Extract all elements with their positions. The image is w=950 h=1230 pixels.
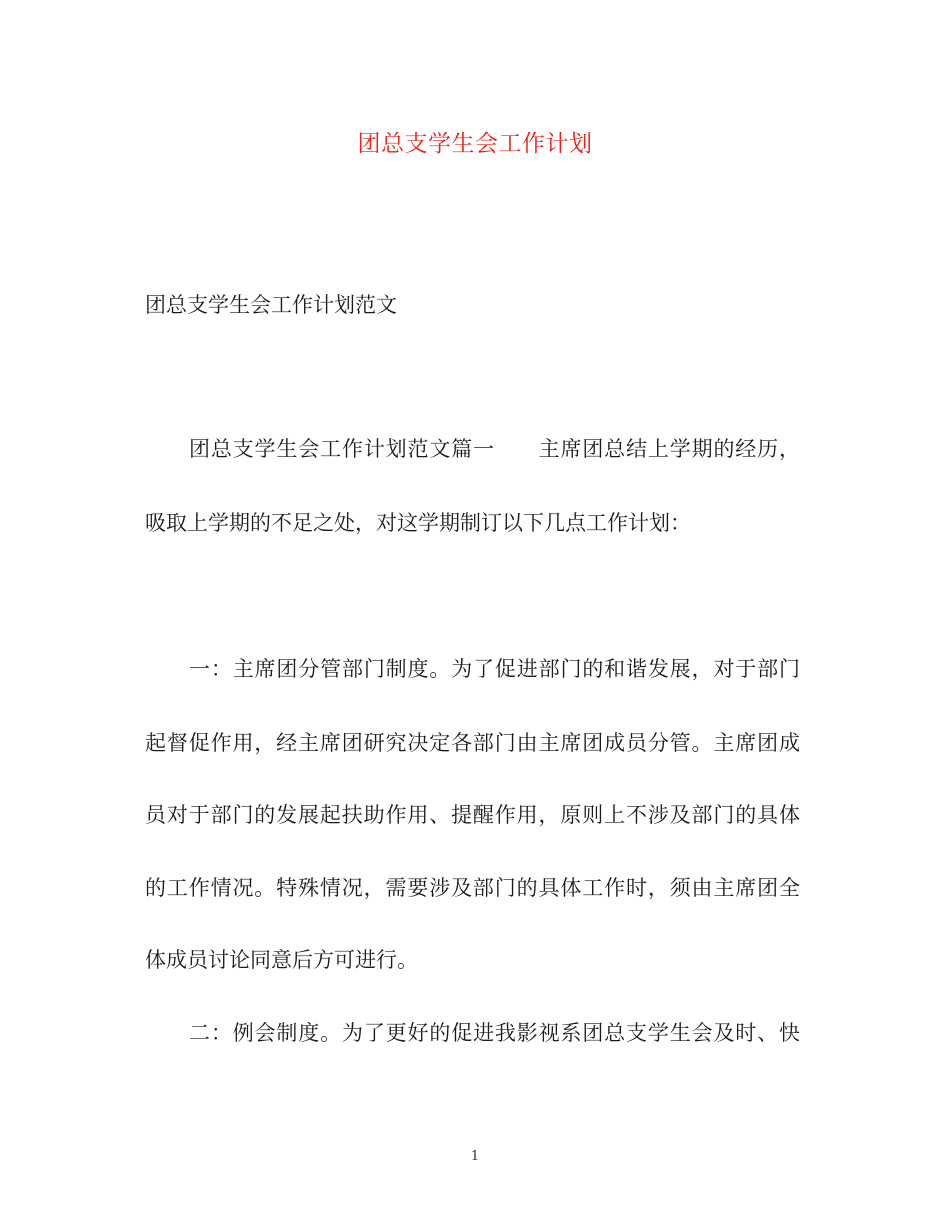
- paragraph-2-line-4: 的工作情况。特殊情况，需要涉及部门的具体工作时，须由主席团全: [145, 876, 800, 900]
- paragraph-2-line-2: 起督促作用，经主席团研究决定各部门由主席团成员分管。主席团成: [145, 731, 800, 755]
- paragraph-2-line-3: 员对于部门的发展起扶助作用、提醒作用，原则上不涉及部门的具体: [145, 803, 800, 827]
- paragraph-1-line-1: 团总支学生会工作计划范文篇一 主席团总结上学期的经历，: [189, 437, 800, 461]
- document-title: 团总支学生会工作计划: [357, 131, 593, 157]
- paragraph-1-line-2: 吸取上学期的不足之处，对这学期制订以下几点工作计划：: [145, 511, 691, 535]
- paragraph-2-line-1: 一：主席团分管部门制度。为了促进部门的和谐发展，对于部门: [189, 657, 800, 681]
- paragraph-3-line-1: 二：例会制度。为了更好的促进我影视系团总支学生会及时、快: [189, 1021, 800, 1045]
- document-subtitle: 团总支学生会工作计划范文: [145, 293, 397, 317]
- page-number: 1: [470, 1149, 480, 1164]
- paragraph-2-line-5: 体成员讨论同意后方可进行。: [145, 948, 418, 972]
